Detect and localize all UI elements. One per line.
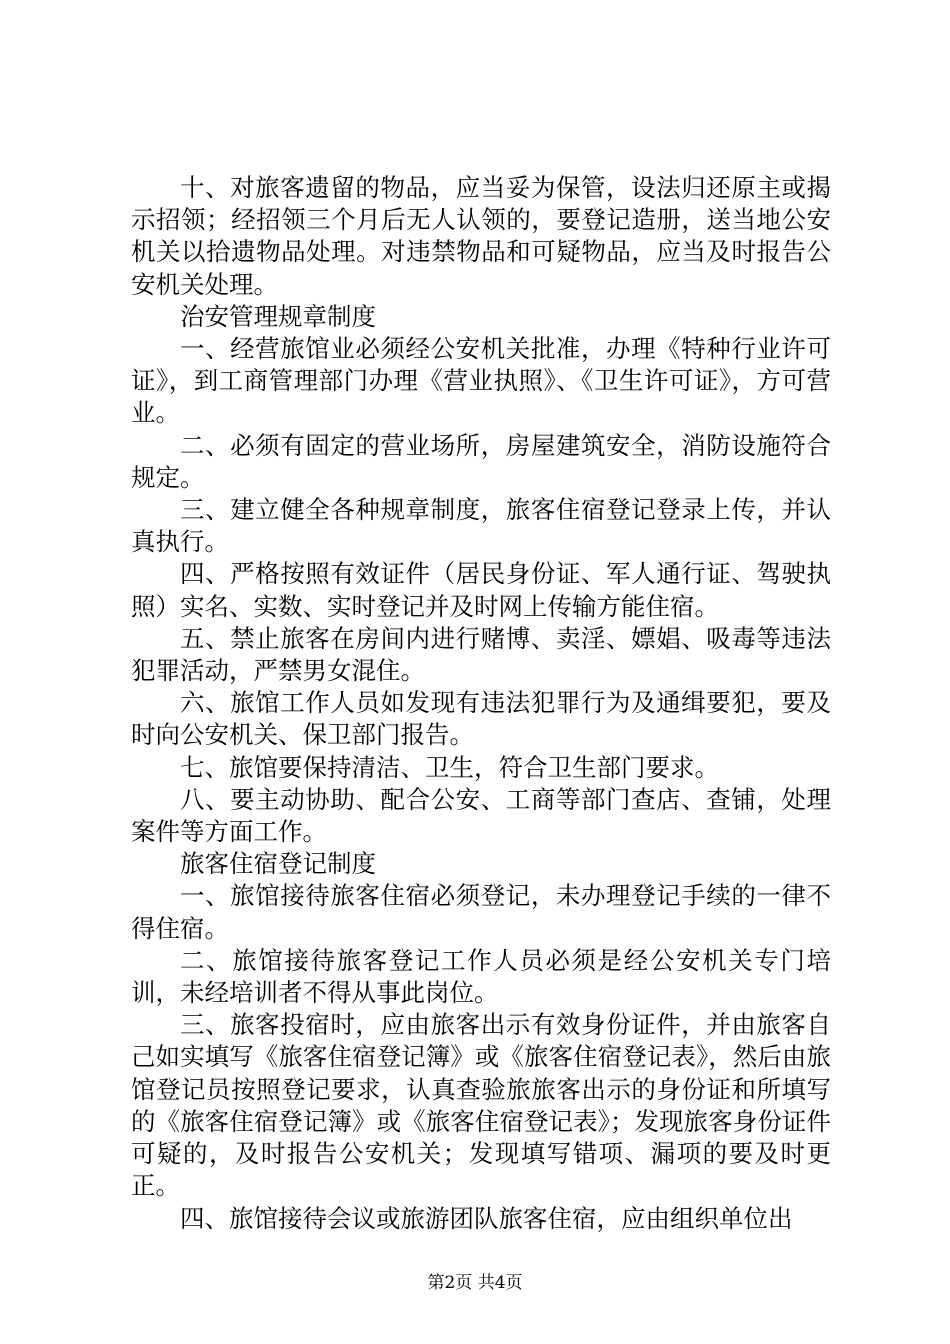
section-heading-registration-rules: 旅客住宿登记制度 xyxy=(180,849,376,879)
paragraph-rule-4: 四、严格按照有效证件（居民身份证、军人通行证、驾驶执照）实名、实数、实时登记并及时网上传输方能住宿。 xyxy=(131,559,831,621)
page-footer xyxy=(0,1272,950,1294)
paragraph-lost-items: 十、对旅客遗留的物品，应当妥为保管，设法归还原主或揭示招领；经招领三个月后无人认领的，要登记造册，送当地公安机关以拾遗物品处理。对违禁物品和可疑物品，应当及时报告公安机关处理。 xyxy=(131,173,831,299)
paragraph-rule-7: 七、旅馆要保持清洁、卫生，符合卫生部门要求。 xyxy=(180,752,719,782)
paragraph-rule-2: 二、必须有固定的营业场所，房屋建筑安全，消防设施符合规定。 xyxy=(131,430,831,492)
section-heading-security-rules: 治安管理规章制度 xyxy=(180,301,376,331)
paragraph-registration-4: 四、旅馆接待会议或旅游团队旅客住宿，应由组织单位出 xyxy=(180,1203,793,1233)
paragraph-registration-2: 二、旅馆接待旅客登记工作人员必须是经公安机关专门培训，未经培训者不得从事此岗位。 xyxy=(131,945,831,1008)
page-number-label: 第2页 共4页 xyxy=(427,1273,523,1293)
paragraph-rule-6: 六、旅馆工作人员如发现有违法犯罪行为及通缉要犯，要及时向公安机关、保卫部门报告。 xyxy=(131,688,831,750)
paragraph-rule-5: 五、禁止旅客在房间内进行赌博、卖淫、嫖娼、吸毒等违法犯罪活动，严禁男女混住。 xyxy=(131,623,831,686)
paragraph-rule-1: 一、经营旅馆业必须经公安机关批准，办理《特种行业许可证》，到工商管理部门办理《营业执照》、《卫生许可证》，方可营业。 xyxy=(131,334,831,428)
paragraph-rule-8: 八、要主动协助、配合公安、工商等部门查店、查铺，处理案件等方面工作。 xyxy=(131,784,831,847)
paragraph-registration-1: 一、旅馆接待旅客住宿必须登记，未办理登记手续的一律不得住宿。 xyxy=(131,881,831,943)
paragraph-rule-3: 三、建立健全各种规章制度，旅客住宿登记登录上传，并认真执行。 xyxy=(131,495,831,557)
document-body xyxy=(131,172,831,1235)
paragraph-registration-3: 三、旅客投宿时，应由旅客出示有效身份证件，并由旅客自己如实填写《旅客住宿登记簿》或《旅客住宿登记表》，然后由旅馆登记员按照登记要求，认真查验旅旅客出示的身份证和所填写的《旅客住宿登记簿》或《旅客住宿登记表》；发现旅客身份证件可疑的，及时报告公安机关；发现填写错项、漏项的要及时更正。 xyxy=(131,1010,831,1201)
